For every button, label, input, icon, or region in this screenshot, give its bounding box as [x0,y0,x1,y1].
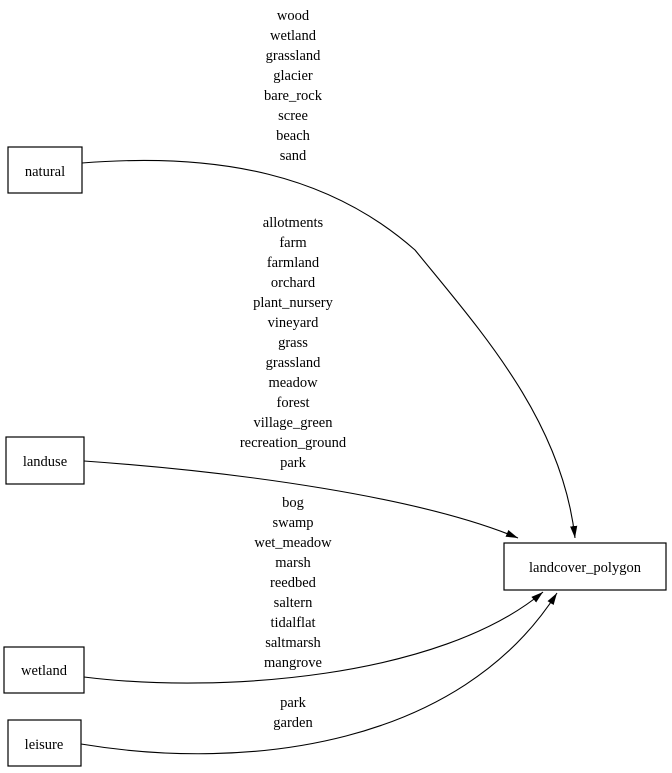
edge-label-line: vineyard [267,315,319,331]
node-leisure [8,720,81,766]
node-label: landuse [22,454,68,470]
edge-label-line: saltern [273,595,313,611]
edge-label-line: mangrove [264,655,322,671]
edge-label-line: allotments [262,215,324,231]
node-wetland [4,647,84,693]
edge-label [264,8,323,164]
edge-label-line: wood [276,8,310,24]
edge-label-line: reedbed [270,575,316,591]
edge-label-line: grassland [265,48,321,64]
edge-label-line: grassland [265,355,321,371]
edge-label [273,695,313,731]
node-landuse [6,437,84,484]
edge-label-line: farmland [266,255,320,271]
edge-label-line: plant_nursery [253,295,333,311]
edge-path [81,593,557,754]
edge-label-line: bog [282,495,304,511]
node-label: landcover_polygon [529,560,641,576]
edge-label-line: orchard [270,275,316,291]
edge-label-line: meadow [268,375,318,391]
edge-label-line: marsh [275,555,311,571]
edge-path [82,160,575,538]
edge-label-line: village_green [253,415,333,431]
edge-label-line: garden [273,715,313,731]
node-label: natural [24,164,66,180]
edge-label-line: saltmarsh [265,635,321,651]
edge-landuse-to-landcover-polygon [84,215,518,538]
edge-label-line: swamp [272,515,314,531]
edge-label-line: grass [278,335,308,351]
edge-label-line: glacier [273,68,313,84]
edge-label [254,495,332,671]
edge-label-line: recreation_ground [239,435,347,451]
edge-leisure-to-landcover-polygon [81,593,557,754]
edge-label-line: beach [276,128,310,144]
node-natural [8,147,82,193]
edge-label-line: sand [279,148,307,164]
node-label: wetland [21,663,67,679]
edge-label-line: wet_meadow [254,535,332,551]
edge-label-line: park [280,455,306,471]
edge-label-line: wetland [270,28,316,44]
edge-label-line: park [280,695,306,711]
edge-label-line: scree [278,108,308,124]
edge-label [240,215,347,471]
edge-wetland-to-landcover-polygon [84,495,543,683]
edge-label-line: farm [279,235,307,251]
edge-label-line: forest [276,395,310,411]
edge-natural-to-landcover-polygon [82,8,575,538]
node-landcover-polygon [504,543,666,590]
node-label: leisure [24,737,64,753]
edge-label-line: bare_rock [264,88,322,104]
edge-label-line: tidalflat [270,615,316,631]
